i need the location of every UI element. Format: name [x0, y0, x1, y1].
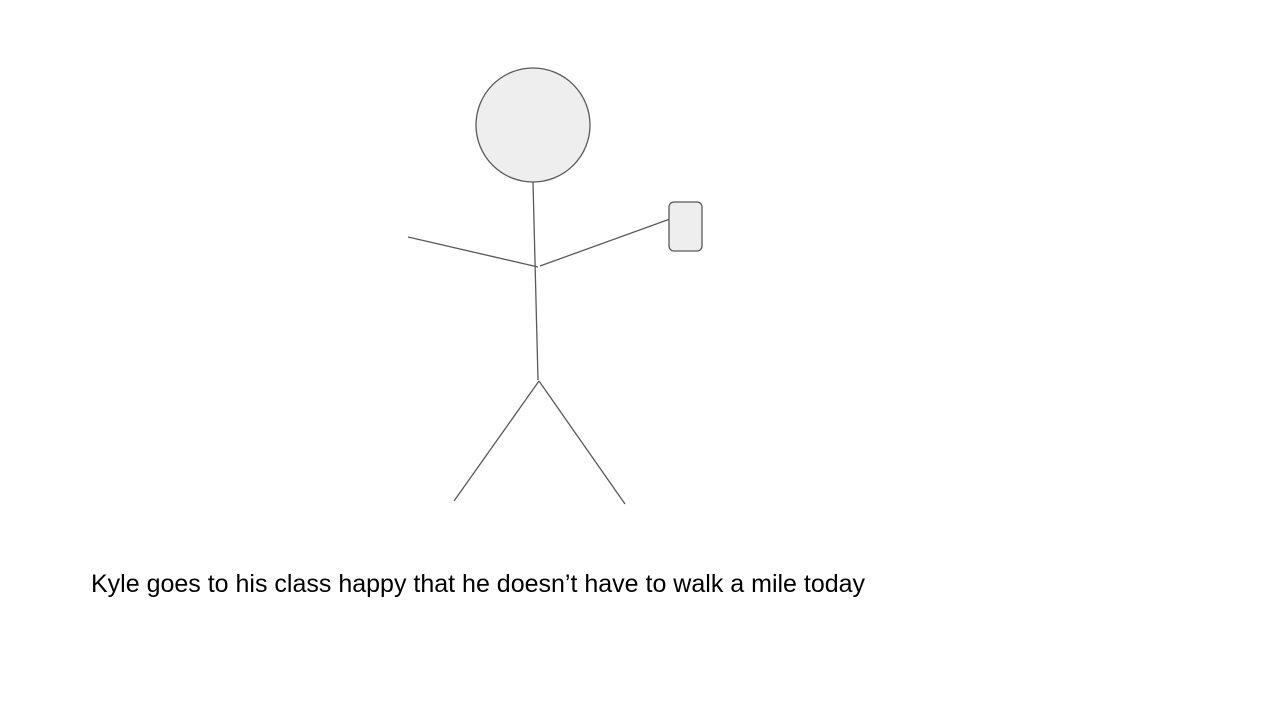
figure-head: [476, 68, 590, 182]
figure-left-arm: [408, 237, 538, 267]
stick-figure: [408, 68, 702, 504]
figure-right-arm: [540, 219, 670, 266]
slide-caption: Kyle goes to his class happy that he doesn’t have to walk a mile today: [91, 570, 866, 598]
figure-left-leg: [454, 381, 539, 501]
phone-icon: [669, 202, 702, 251]
figure-right-leg: [539, 381, 625, 504]
figure-torso: [533, 182, 538, 380]
